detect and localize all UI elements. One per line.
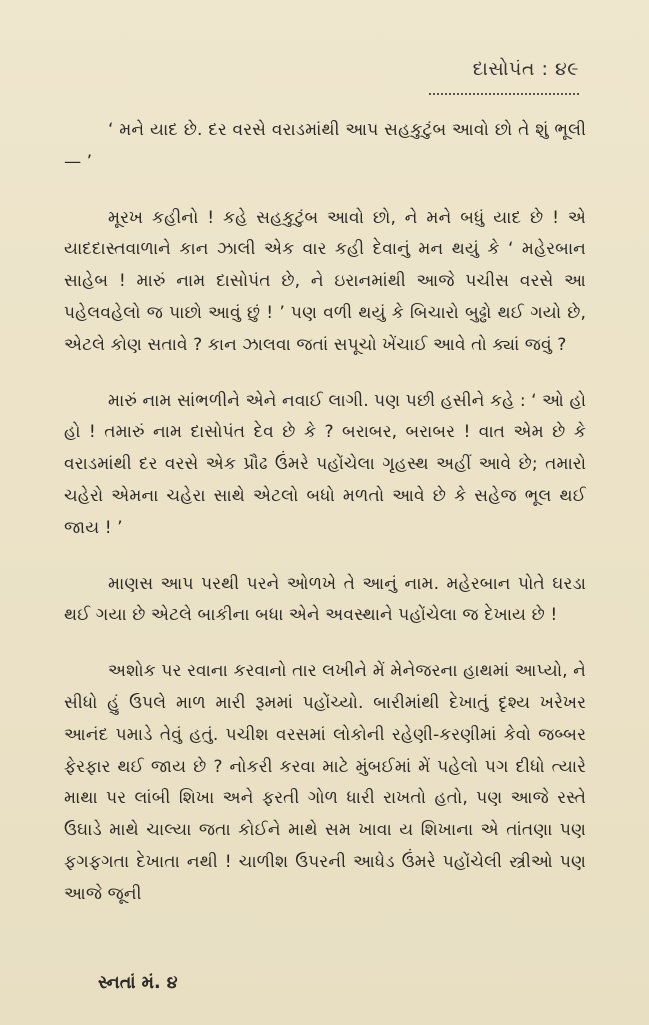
running-header: દાસોપંત : ૪૯: [472, 58, 579, 80]
body-text: [64, 115, 586, 935]
paragraph-4: માણસ આપ પરથી પરને ઓળખે તે આનું નામ. મહેરબાન પોતે ઘરડા થઈ ગયા છે એટલે બાકીના બધા એને અવસ્થાને પહોંચેલા જ દેખાય છે !: [64, 573, 586, 626]
header-dotted-rule: [429, 93, 579, 95]
paragraph-2: મૂરખ કહીનો ! કહે સહકુટુંબ આવો છો, ને મને બધું યાદ છે ! એ યાદદાસ્તવાળાને કાન ઝાલી એક વાર કહી દેવાનું મન થયું કે ‘ મહેરબાન સાહેબ ! મારું નામ દાસોપંત છે, ને ઇરાનમાંથી આજે પચીસ વરસે આ પહેલવહેલો જ પાછો આવું છું ! ’ પણ વળી થયું કે બિચારો બુઢ્ઢો થઈ ગયો છે, એટલે કોણ સતાવે ? કાન ઝાલવા જતાં સપૂચો ખેંચાઈ આવે તો ક્યાં જવું ?: [64, 207, 586, 355]
paragraph-1: ‘ મને યાદ છે. દર વરસે વરાડમાંથી આપ સહકુટુંબ આવો છો તે શું ભૂલી — ’: [64, 120, 586, 172]
printer-signature-mark: સ્નતાં મં. ૪: [98, 973, 178, 993]
paragraph-3: મારું નામ સાંભળીને એને નવાઈ લાગી. પણ પછી હસીને કહે : ‘ ઓ હો હો ! તમારું નામ દાસોપંત દેવ છે કે ? બરાબર, બરાબર ! વાત એમ છે કે વરાડમાંથી દર વરસે એક પ્રૌઢ ઉંમરે પહોંચેલા ગૃહસ્થ અહીં આવે છે; તમારો ચહેરો એમના ચહેરા સાથે એટલો બધો મળતો આવે છે કે સહેજ ભૂલ થઈ જાય ! ’: [64, 390, 586, 538]
paragraph-5: અશોક પર રવાના કરવાનો તાર લખીને મેં મેનેજરના હાથમાં આપ્યો, ને સીધો હું ઉપલે માળ મારી રૂમમાં પહોંચ્યો. બારીમાંથી દેખાતું દૃશ્ય ખરેખર આનંદ પમાડે તેવું હતું. પચીશ વરસમાં લોકોની રહેણી-કરણીમાં કેવો જબ્બર ફેરફાર થઈ જાય છે ? નોકરી કરવા માટે મુંબઈમાં મેં પહેલો પગ દીધો ત્યારે માથા પર લાંબી શિખા અને ફરતી ગોળ ધારી રાખતો હતો, પણ આજે રસ્તે ઉઘાડે માથે ચાલ્યા જતા કોઈને માથે સમ ખાવા ય શિખાના એ તાંતણા પણ ફગફગતા દેખાતા નથી ! ચાળીશ ઉપરની આધેડ ઉંમરે પહોંચેલી સ્ત્રીઓ પણ આજે જૂની: [64, 661, 586, 904]
